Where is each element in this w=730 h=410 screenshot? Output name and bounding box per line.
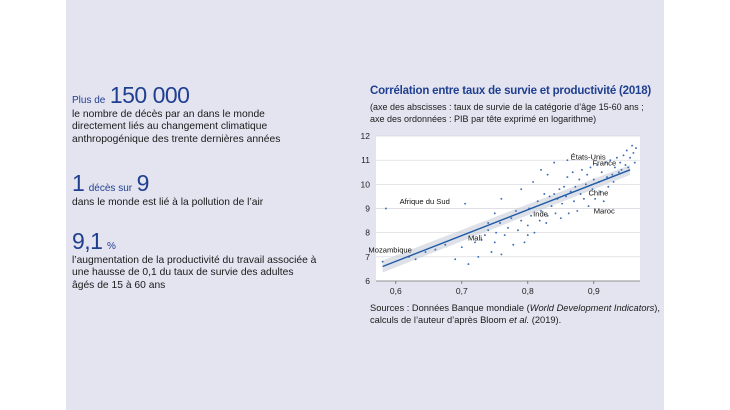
data-point <box>484 234 486 236</box>
data-point <box>530 215 532 217</box>
data-point <box>553 162 555 164</box>
x-tick-label: 0,7 <box>455 286 468 296</box>
country-label: Mali <box>467 233 482 243</box>
data-point <box>590 166 592 168</box>
sources-suffix: (2019). <box>529 314 562 325</box>
data-point <box>606 176 608 178</box>
data-point <box>507 227 509 229</box>
sources-prefix: Sources : Données Banque mondiale ( <box>370 303 530 313</box>
data-point <box>613 181 615 183</box>
data-point <box>585 183 587 185</box>
data-point <box>537 200 539 202</box>
data-point <box>563 186 565 188</box>
data-point <box>555 212 557 214</box>
data-point <box>601 171 603 173</box>
data-point <box>581 169 583 171</box>
data-point <box>515 210 517 212</box>
data-point <box>572 171 574 173</box>
country-label: Inde <box>533 209 548 219</box>
stat-headline <box>72 230 317 253</box>
data-point <box>517 229 519 231</box>
data-point <box>494 241 496 243</box>
data-point <box>543 193 545 195</box>
data-point <box>568 212 570 214</box>
data-point <box>487 229 489 231</box>
data-point <box>532 181 534 183</box>
data-point <box>510 217 512 219</box>
data-point <box>520 220 522 222</box>
y-tick-label: 8 <box>365 227 370 238</box>
data-point <box>512 244 514 246</box>
data-point <box>580 193 582 195</box>
data-point <box>540 169 542 171</box>
data-point <box>559 188 561 190</box>
data-point <box>574 186 576 188</box>
stat-number-2: 9 <box>136 170 149 196</box>
data-point <box>576 210 578 212</box>
data-point <box>618 171 620 173</box>
data-point <box>545 222 547 224</box>
data-point <box>415 258 417 260</box>
data-point <box>500 198 502 200</box>
data-point <box>467 263 469 265</box>
data-point <box>533 232 535 234</box>
data-point <box>623 154 625 156</box>
data-point <box>494 212 496 214</box>
stat-headline <box>72 84 317 107</box>
data-point <box>539 220 541 222</box>
data-point <box>632 152 634 154</box>
data-point <box>560 217 562 219</box>
data-point <box>499 222 501 224</box>
data-point <box>524 241 526 243</box>
data-point <box>611 174 613 176</box>
data-point <box>594 198 596 200</box>
data-point <box>444 244 446 246</box>
country-label: Chine <box>588 188 609 198</box>
country-label: Afrique du Sud <box>399 197 450 207</box>
data-point <box>487 222 489 224</box>
y-tick-label: 11 <box>361 155 370 166</box>
sources-italic-1: World Development Indicators <box>529 303 655 313</box>
data-point <box>551 205 553 207</box>
data-point <box>619 162 621 164</box>
data-point <box>627 166 629 168</box>
data-point <box>527 224 529 226</box>
data-point <box>621 169 623 171</box>
data-point <box>588 205 590 207</box>
data-point <box>520 188 522 190</box>
data-point <box>504 234 506 236</box>
sources-middle: ), calculs de l’auteur d’après Bloom <box>370 303 660 325</box>
sources-note <box>370 303 660 327</box>
x-tick-label: 0,6 <box>389 286 402 296</box>
y-tick-label: 6 <box>365 276 370 286</box>
data-point <box>527 234 529 236</box>
sources-italic-2: et al. <box>509 314 530 325</box>
data-point <box>549 195 551 197</box>
stat-air-pollution <box>72 172 317 209</box>
data-point <box>491 251 493 253</box>
data-point <box>461 246 463 248</box>
stat-description: l’augmentation de la productivité du travail associée à une hausse de 0,1 du taux de survie des adultes âgés de 15 à 60 ans <box>72 255 317 291</box>
chart-subtitle: (axe des abscisses : taux de survie de la catégorie d’âge 15-60 ans ; axe des ordonnées : PIB par tête exprimé en logarithme) <box>370 102 644 124</box>
data-point <box>500 253 502 255</box>
data-point <box>573 200 575 202</box>
data-point <box>616 157 618 159</box>
stat-deaths-climate <box>72 84 317 146</box>
data-point <box>454 258 456 260</box>
stat-headline <box>72 172 317 195</box>
data-point <box>382 261 384 263</box>
data-point <box>561 203 563 205</box>
data-point <box>495 232 497 234</box>
data-point <box>603 200 605 202</box>
data-point <box>629 157 631 159</box>
y-tick-label: 9 <box>365 203 370 214</box>
data-point <box>553 193 555 195</box>
stat-suffix: % <box>106 241 116 252</box>
stat-productivity <box>72 230 317 292</box>
country-label: France <box>592 158 617 168</box>
data-point <box>578 179 580 181</box>
data-point <box>566 159 568 161</box>
stat-prefix: Plus de <box>72 95 106 106</box>
scatter-chart <box>350 128 650 300</box>
data-point <box>634 162 636 164</box>
data-point <box>635 147 637 149</box>
data-point <box>631 145 633 147</box>
stat-middle: décès sur <box>88 183 133 194</box>
country-label: Mozambique <box>368 245 412 255</box>
data-point <box>547 174 549 176</box>
data-point <box>607 186 609 188</box>
data-point <box>586 174 588 176</box>
data-point <box>583 198 585 200</box>
stat-number: 1 <box>72 170 85 196</box>
data-point <box>477 256 479 258</box>
country-label: Maroc <box>593 206 615 216</box>
x-tick-label: 0,9 <box>587 286 600 296</box>
data-point <box>625 164 627 166</box>
stat-number: 150 000 <box>109 82 190 108</box>
stat-description: le nombre de décès par an dans le monde directement liés au changement climatique anthropogénique des trente dernières années <box>72 109 281 145</box>
data-point <box>626 150 628 152</box>
y-tick-label: 12 <box>360 131 370 141</box>
x-tick-label: 0,8 <box>521 286 534 296</box>
y-tick-label: 7 <box>365 251 370 262</box>
stat-description: dans le monde est lié à la pollution de l’air <box>72 197 264 208</box>
country-label: États-Unis <box>570 152 606 162</box>
data-point <box>464 203 466 205</box>
chart-title: Corrélation entre taux de survie et productivité (2018) <box>370 85 652 97</box>
y-tick-label: 10 <box>360 179 370 190</box>
stat-number: 9,1 <box>72 228 103 254</box>
data-point <box>425 251 427 253</box>
data-point <box>593 179 595 181</box>
data-point <box>434 249 436 251</box>
data-point <box>566 176 568 178</box>
data-point <box>385 208 387 210</box>
